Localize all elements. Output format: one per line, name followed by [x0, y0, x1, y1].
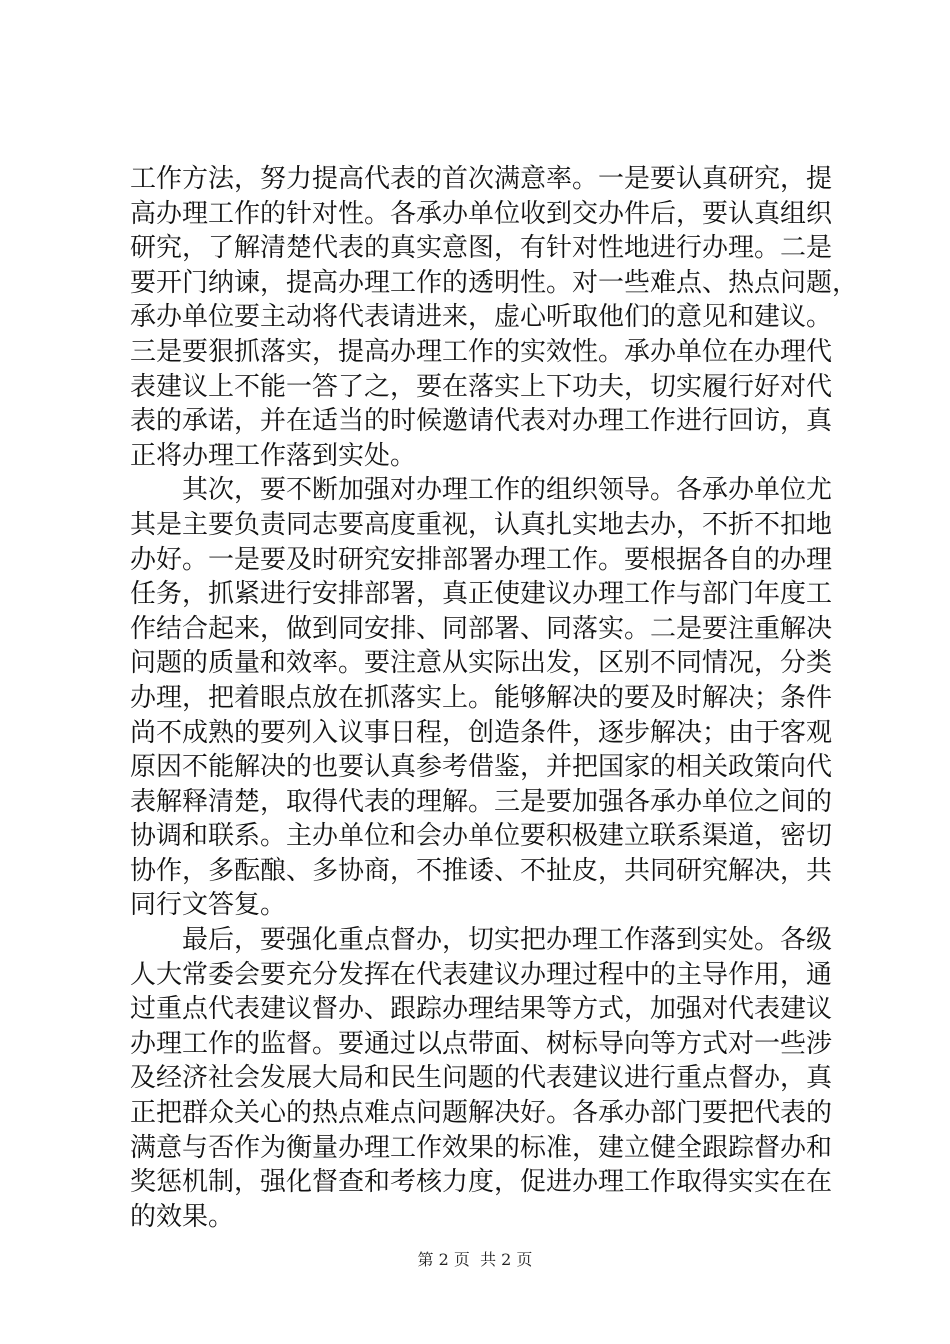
text-line: 工作方法，努力提高代表的首次满意率。一是要认真研究，提 [130, 164, 833, 194]
text-line: 任务，抓紧进行安排部署，真正使建议办理工作与部门年度工 [130, 579, 833, 610]
text-line: 正将办理工作落到实处。 [130, 440, 417, 471]
text-line: 协作，多酝酿、多协商，不推诿、不扯皮，共同研究解决，共 [130, 855, 833, 886]
text-line: 其次，要不断加强对办理工作的组织领导。各承办单位尤 [130, 475, 833, 506]
text-line: 承办单位要主动将代表请进来，虚心听取他们的意见和建议。 [130, 302, 833, 333]
text-line: 表建议上不能一答了之，要在落实上下功夫，切实履行好对代 [130, 371, 833, 402]
text-line: 的效果。 [130, 1201, 235, 1232]
text-line: 尚不成熟的要列入议事日程，创造条件，逐步解决；由于客观 [130, 717, 833, 748]
text-line: 表解释清楚，取得代表的理解。三是要加强各承办单位之间的 [130, 786, 833, 817]
text-line: 奖惩机制，强化督查和考核力度，促进办理工作取得实实在在 [130, 1167, 833, 1198]
text-line: 办理工作的监督。要通过以点带面、树标导向等方式对一些涉 [130, 1028, 833, 1059]
text-line: 原因不能解决的也要认真参考借鉴，并把国家的相关政策向代 [130, 752, 833, 783]
text-line: 要开门纳谏，提高办理工作的透明性。对一些难点、热点问题， [130, 267, 859, 298]
text-line: 协调和联系。主办单位和会办单位要积极建立联系渠道，密切 [130, 821, 833, 852]
text-line: 表的承诺，并在适当的时候邀请代表对办理工作进行回访，真 [130, 406, 833, 437]
text-line: 问题的质量和效率。要注意从实际出发，区别不同情况，分类 [130, 648, 833, 679]
text-line: 三是要狠抓落实，提高办理工作的实效性。承办单位在办理代 [130, 336, 833, 367]
text-line: 高办理工作的针对性。各承办单位收到交办件后，要认真组织 [130, 198, 833, 229]
text-line: 研究，了解清楚代表的真实意图，有针对性地进行办理。二是 [130, 233, 833, 264]
text-line: 正把群众关心的热点难点问题解决好。各承办部门要把代表的 [130, 1098, 833, 1129]
text-line: 其是主要负责同志要高度重视，认真扎实地去办，不折不扣地 [130, 509, 833, 540]
body-text [130, 162, 859, 1234]
text-line: 及经济社会发展大局和民生问题的代表建议进行重点督办，真 [130, 1063, 833, 1094]
text-line: 办理，把着眼点放在抓落实上。能够解决的要及时解决；条件 [130, 682, 833, 713]
text-line: 作结合起来，做到同安排、同部署、同落实。二是要注重解决 [130, 613, 833, 644]
text-line: 同行文答复。 [130, 890, 287, 921]
text-line: 满意与否作为衡量办理工作效果的标准，建立健全跟踪督办和 [130, 1132, 833, 1163]
text-line: 最后，要强化重点督办，切实把办理工作落到实处。各级 [130, 925, 833, 956]
page-number-footer: 第 2 页 共 2 页 [417, 1250, 533, 1269]
text-line: 人大常委会要充分发挥在代表建议办理过程中的主导作用，通 [130, 959, 833, 990]
text-line: 办好。一是要及时研究安排部署办理工作。要根据各自的办理 [130, 544, 833, 575]
text-line: 过重点代表建议督办、跟踪办理结果等方式，加强对代表建议 [130, 994, 833, 1025]
